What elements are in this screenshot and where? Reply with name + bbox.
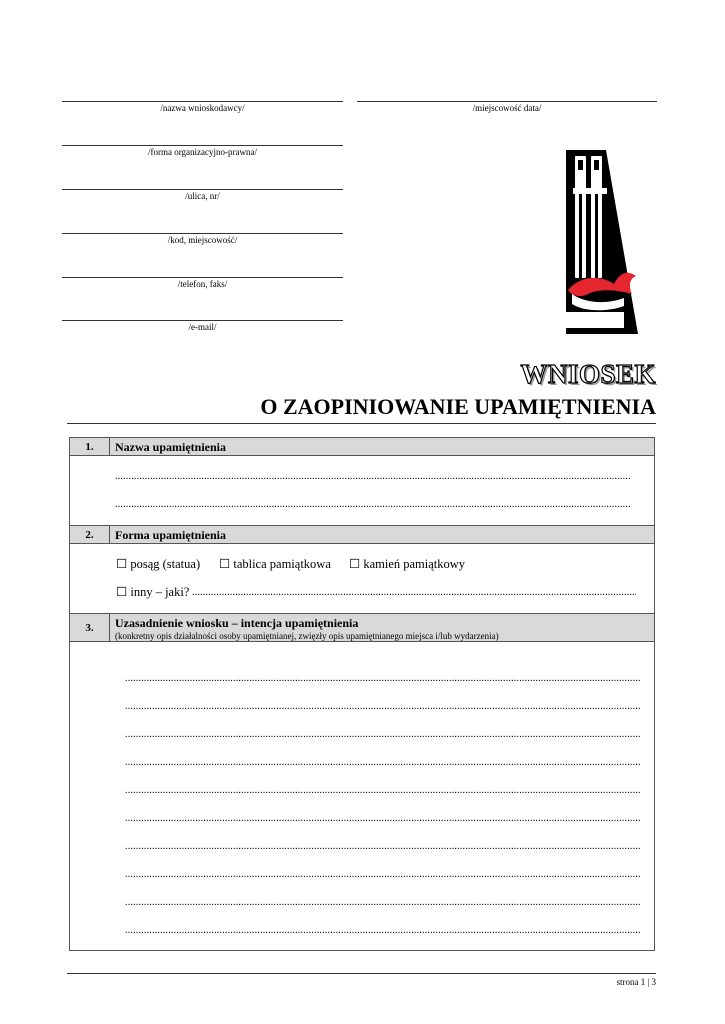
checkbox-plaque[interactable]: ☐ <box>219 557 231 571</box>
option-statue-label: posąg (statua) <box>130 557 201 571</box>
document-subtitle: O ZAOPINIOWANIE UPAMIĘTNIENIA <box>260 394 656 419</box>
place-date-caption: /miejscowość data/ <box>472 103 542 113</box>
option-other-label: inny – jaki? <box>130 585 190 599</box>
section-1-header <box>70 438 654 456</box>
checkbox-stone[interactable]: ☐ <box>349 557 361 571</box>
email-field[interactable] <box>62 320 343 321</box>
document-title: WNIOSEK <box>520 359 656 389</box>
section-1-title: Nazwa upamiętnienia <box>115 440 226 454</box>
justification-line-6[interactable] <box>125 813 640 825</box>
option-statue[interactable] <box>116 556 200 572</box>
justification-line-9[interactable] <box>125 897 640 909</box>
checkbox-other[interactable]: ☐ <box>116 585 128 599</box>
section-3-header <box>70 613 654 642</box>
section-3-note: (konkretny opis działalności osoby upamiętnianej, zwięzły opis upamiętnianego miejsca i/lub wydarzenia) <box>115 631 499 641</box>
section-2-title: Forma upamiętnienia <box>115 528 226 542</box>
phone-fax-field[interactable] <box>62 277 343 278</box>
justification-line-7[interactable] <box>125 841 640 853</box>
section-3-number: 3. <box>70 614 110 641</box>
justification-line-8[interactable] <box>125 869 640 881</box>
organization-form-field[interactable] <box>62 145 343 146</box>
title-divider <box>67 423 656 424</box>
postal-code-caption: /kod, miejscowość/ <box>167 235 238 245</box>
applicant-name-field[interactable] <box>62 101 343 102</box>
footer-divider <box>67 973 656 974</box>
section-3-title: Uzasadnienie wniosku – intencja upamiętnienia <box>115 616 359 630</box>
justification-line-4[interactable] <box>125 757 640 769</box>
option-plaque[interactable] <box>219 556 331 572</box>
section-2-header <box>70 525 654 544</box>
applicant-name-caption: /nazwa wnioskodawcy/ <box>160 103 245 113</box>
street-caption: /ulica, nr/ <box>185 191 220 201</box>
organization-form-caption: /forma organizacyjno-prawna/ <box>147 147 258 157</box>
option-stone[interactable] <box>349 556 465 572</box>
justification-line-10[interactable] <box>125 925 640 937</box>
option-stone-label: kamień pamiątkowy <box>363 557 466 571</box>
justification-line-5[interactable] <box>125 785 640 797</box>
section-2-number: 2. <box>70 526 110 543</box>
memorial-name-line-1[interactable] <box>115 471 630 483</box>
justification-line-1[interactable] <box>125 673 640 685</box>
checkbox-statue[interactable]: ☐ <box>116 557 128 571</box>
section-1-number: 1. <box>70 438 110 455</box>
application-form-table <box>69 437 655 951</box>
option-other[interactable] <box>116 584 189 600</box>
phone-fax-caption: /telefon, faks/ <box>177 279 228 289</box>
street-field[interactable] <box>62 189 343 190</box>
justification-line-3[interactable] <box>125 729 640 741</box>
email-caption: /e-mail/ <box>188 322 217 332</box>
other-form-input[interactable] <box>192 587 636 599</box>
place-date-field[interactable] <box>357 101 657 102</box>
postal-code-field[interactable] <box>62 233 343 234</box>
memorial-name-line-2[interactable] <box>115 499 630 511</box>
page-number: strona 1 | 3 <box>616 977 656 987</box>
option-plaque-label: tablica pamiątkowa <box>233 557 331 571</box>
justification-line-2[interactable] <box>125 701 640 713</box>
institutional-emblem-icon <box>558 148 638 336</box>
